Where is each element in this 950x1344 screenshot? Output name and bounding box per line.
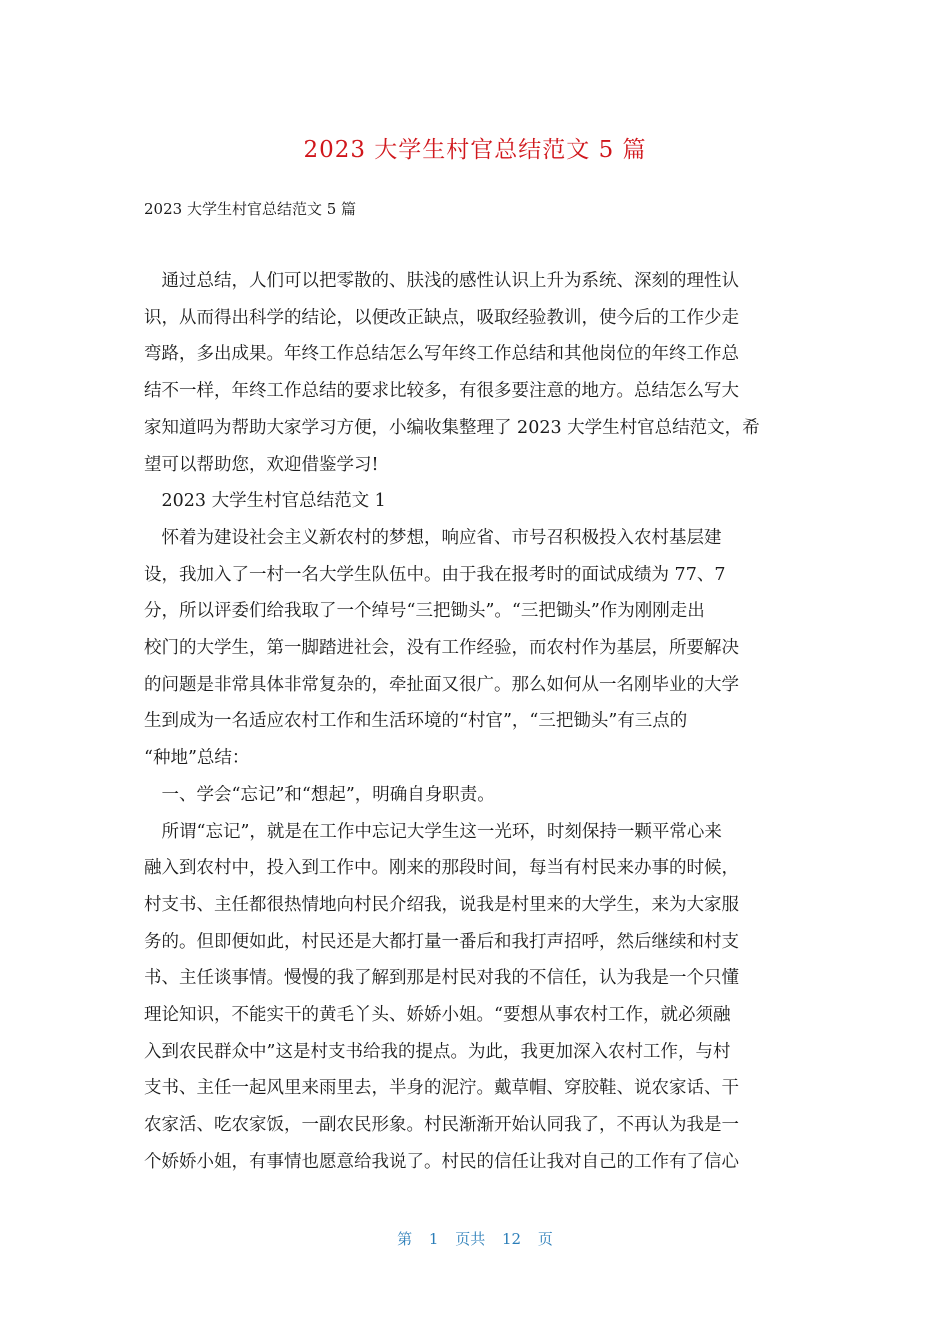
footer-total-pages: 12 [502,1230,522,1248]
body-text-line: 理论知识，不能实干的黄毛丫头、娇娇小姐。“要想从事农村工作，就必须融 [144,1005,731,1025]
body-text-line: 望可以帮助您，欢迎借鉴学习! [144,454,379,475]
body-text-line: 2023 大学生村官总结范文 1 [144,491,386,512]
body-text-line: 设，我加入了一村一名大学生队伍中。由于我在报考时的面试成绩为 77、7 [144,564,726,585]
footer-label-of: 页共 [455,1230,486,1248]
body-text-line: 农家活、吃农家饭，一副农民形象。村民渐渐开始认同我了，不再认为我是一 [144,1115,739,1136]
body-text-line: 结不一样，年终工作总结的要求比较多，有很多要注意的地方。总结怎么写大 [144,381,739,402]
body-text-line: 校门的大学生，第一脚踏进社会，没有工作经验，而农村作为基层，所要解决 [144,638,739,658]
body-text-line: 识，从而得出科学的结论，以便改正缺点，吸取经验教训，使今后的工作少走 [144,307,739,328]
body-text-line: 分，所以评委们给我取了一个绰号“三把锄头”。“三把锄头”作为刚刚走出 [144,601,705,622]
body-text-line: 弯路，多出成果。年终工作总结怎么写年终工作总结和其他岗位的年终工作总 [144,344,739,365]
body-text-line: 通过总结，人们可以把零散的、肤浅的感性认识上升为系统、深刻的理性认 [144,271,739,291]
body-text-line: 的问题是非常具体非常复杂的，牵扯面又很广。那么如何从一名刚毕业的大学 [144,674,739,695]
body-text-line: “种地”总结： [144,748,250,769]
body-text-line: 支书、主任一起风里来雨里去，半身的泥泞。戴草帽、穿胶鞋、说农家话、干 [144,1078,739,1099]
page-footer [0,1228,950,1249]
body-text-line: 融入到农村中，投入到工作中。刚来的那段时间，每当有村民来办事的时候， [144,858,739,879]
body-text-line: 书、主任谈事情。慢慢的我了解到那是村民对我的不信任，认为我是一个只懂 [144,968,739,989]
body-text-line: 一、学会“忘记”和“想起”，明确自身职责。 [144,784,495,805]
footer-label-end: 页 [537,1230,553,1248]
document-subtitle: 2023 大学生村官总结范文 5 篇 [144,200,357,218]
body-text-line: 生到成为一名适应农村工作和生活环境的“村官”，“三把锄头”有三点的 [144,711,688,732]
body-text-line: 村支书、主任都很热情地向村民介绍我，说我是村里来的大学生，来为大家服 [144,894,739,915]
body-text-line: 入到农民群众中”这是村支书给我的提点。为此，我更加深入农村工作，与村 [144,1041,731,1062]
body-text-line: 务的。但即便如此，村民还是大都打量一番后和我打声招呼，然后继续和村支 [144,931,739,952]
body-text-line: 家知道吗为帮助大家学习方便，小编收集整理了 2023 大学生村官总结范文，希 [144,417,760,438]
body-text-line: 个娇娇小姐，有事情也愿意给我说了。村民的信任让我对自己的工作有了信心 [144,1151,739,1172]
body-text-line: 怀着为建设社会主义新农村的梦想，响应省、市号召积极投入农村基层建 [144,527,722,548]
body-text-line: 所谓“忘记”，就是在工作中忘记大学生这一光环，时刻保持一颗平常心来 [144,821,722,842]
footer-current-page: 1 [428,1230,439,1248]
document-title: 2023 大学生村官总结范文 5 篇 [303,137,647,163]
footer-label-page: 第 [397,1230,413,1248]
